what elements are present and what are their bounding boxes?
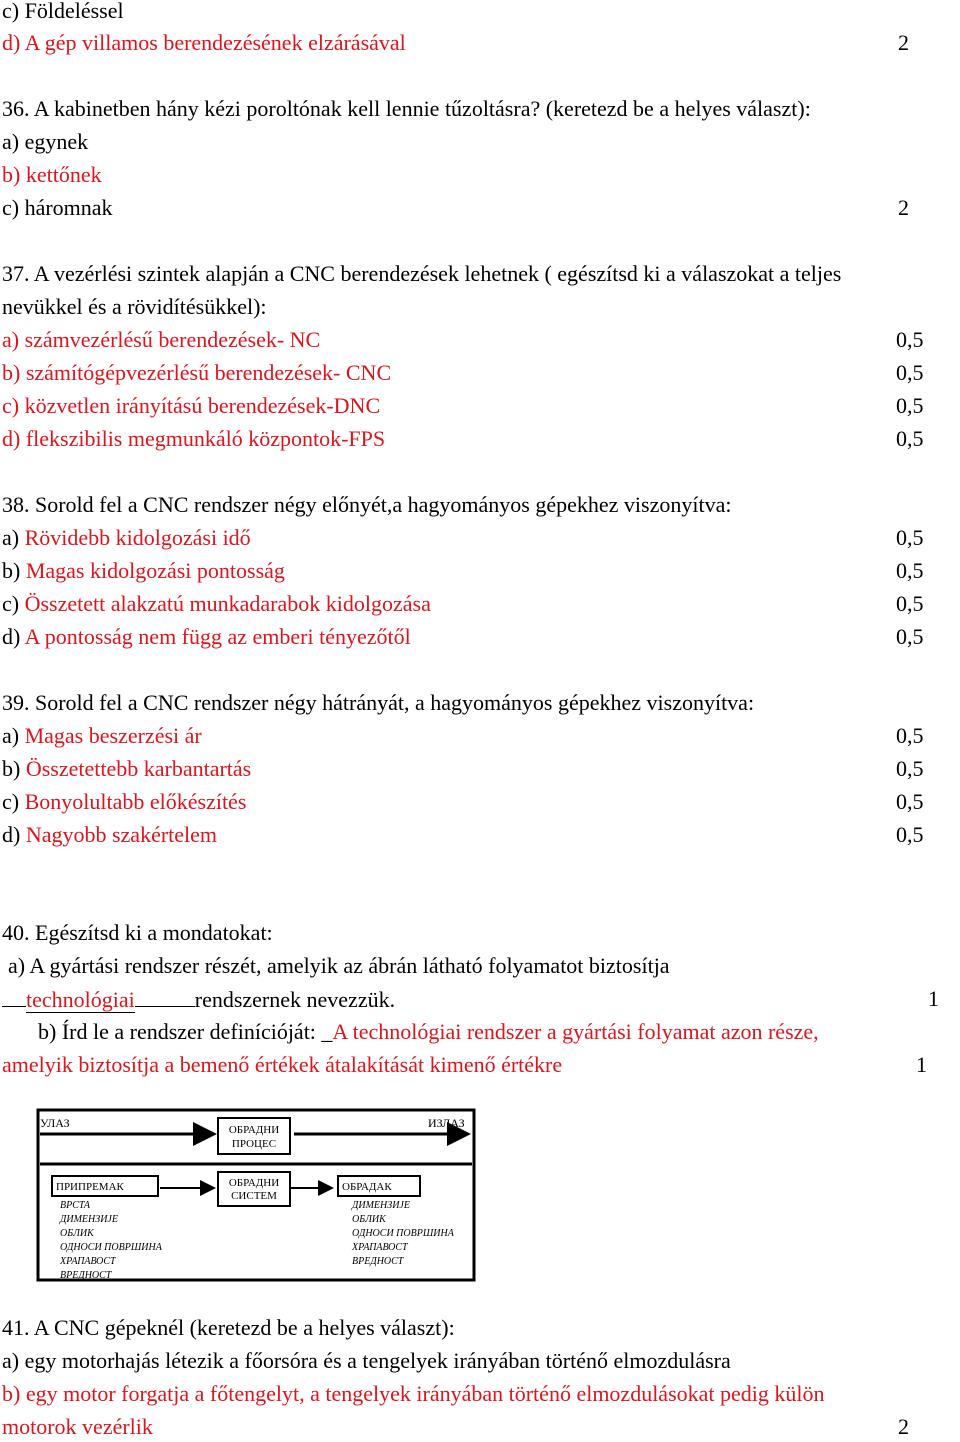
q37-answer-a: a) számvezérlésű berendezések- NC: [2, 327, 321, 352]
q41-option-b-line1: b) egy motor forgatja a főtengelyt, a tengelyek irányában történő elmozdulásokat pedig külön: [2, 1381, 825, 1406]
diagram-prep-item: ВРСТА: [60, 1200, 90, 1211]
q38-score-c: 0,5: [896, 591, 924, 616]
q40-a-rest: rendszernek nevezzük.: [194, 987, 396, 1012]
diagram-prep-title: ПРИПРЕМАК: [56, 1181, 124, 1193]
diagram-prep-item: ОДНОСИ ПОВРШИНА: [60, 1242, 162, 1253]
q37-answer-d: d) flekszibilis megmunkáló központok-FPS: [2, 426, 386, 451]
q36-option-a: a) egynek: [2, 129, 89, 154]
diagram-process-line1: ОБРАДНИ: [228, 1124, 280, 1136]
q39-item-c: [2, 789, 246, 815]
q37-question-line1: 37. A vezérlési szintek alapján a CNC berendezések lehetnek ( egészítsd ki a válaszokat a teljes: [2, 261, 842, 286]
q38-score-b: 0,5: [896, 558, 924, 583]
q39-answer-c: Bonyolultabb előkészítés: [24, 789, 247, 814]
q38-item-d: [2, 624, 411, 650]
diagram-system-line2: СИСТЕМ: [231, 1190, 277, 1202]
q39-score-a: 0,5: [896, 723, 924, 748]
diagram-work-item: ДИМЕНЗИЈЕ: [352, 1200, 410, 1211]
q41-option-b-line2: motorok vezérlik: [2, 1414, 153, 1439]
q38-answer-c: Összetett alakzatú munkadarabok kidolgozása: [24, 591, 431, 616]
q39-answer-b: Összetettebb karbantartás: [25, 756, 252, 781]
q39-answer-a: Magas beszerzési ár: [24, 723, 202, 748]
diagram-prep-item: ХРАПАВОСТ: [60, 1256, 116, 1267]
q38-item-a: [2, 525, 251, 551]
q38-answer-d: A pontosság nem függ az emberi tényezőtől: [24, 624, 411, 649]
q35-score: 2: [898, 30, 909, 55]
q39-score-d: 0,5: [896, 822, 924, 847]
q39-item-b: [2, 756, 251, 782]
q40-blank-before: [2, 986, 26, 1007]
q39-prefix-a: a): [2, 723, 25, 748]
q37-answer-c: c) közvetlen irányítású berendezések-DNC: [2, 393, 381, 418]
q37-score-b: 0,5: [896, 360, 924, 385]
diagram-work-item: ВРЕДНОСТ: [352, 1256, 404, 1267]
q41-option-a: a) egy motorhajás létezik a főorsóra és a tengelyek irányában történő elmozdulásra: [2, 1348, 731, 1373]
q38-question: 38. Sorold fel a CNC rendszer négy előnyét,a hagyományos gépekhez viszonyítva:: [2, 492, 732, 517]
diagram-output-label: ИЗЛАЗ: [428, 1116, 465, 1130]
diagram-work-title: ОБРАДАК: [342, 1181, 392, 1193]
q39-answer-d: Nagyobb szakértelem: [25, 822, 218, 847]
q40-a-line2: [2, 986, 395, 1013]
q40-a-line1: a) A gyártási rendszer részét, amelyik az ábrán látható folyamatot biztosítja: [8, 953, 670, 978]
q38-prefix-c: c): [2, 591, 25, 616]
q39-question: 39. Sorold fel a CNC rendszer négy hátrányát, a hagyományos gépekhez viszonyítva:: [2, 690, 755, 715]
q37-score-c: 0,5: [896, 393, 924, 418]
q37-score-a: 0,5: [896, 327, 924, 352]
diagram-process-line2: ПРОЦЕС: [231, 1138, 277, 1150]
q39-prefix-d: d): [2, 822, 26, 847]
q41-question: 41. A CNC gépeknél (keretezd be a helyes választ):: [2, 1315, 455, 1340]
q39-score-c: 0,5: [896, 789, 924, 814]
technological-system-diagram: [0, 1100, 960, 1290]
diagram-input-label: УЛАЗ: [40, 1116, 70, 1130]
q37-score-d: 0,5: [896, 426, 924, 451]
q36-option-b: b) kettőnek: [2, 162, 102, 187]
q41-score: 2: [898, 1414, 909, 1439]
diagram-prep-item: ВРЕДНОСТ: [60, 1270, 112, 1281]
q39-item-a: [2, 723, 202, 749]
q38-score-d: 0,5: [896, 624, 924, 649]
q39-item-d: [2, 822, 217, 848]
diagram-system-line1: ОБРАДНИ: [228, 1177, 280, 1189]
q36-question: 36. A kabinetben hány kézi poroltónak kell lennie tűzoltásra? (keretezd be a helyes választ):: [2, 96, 811, 121]
q38-prefix-d: d): [2, 624, 25, 649]
q35-option-d: d) A gép villamos berendezésének elzárásával: [2, 30, 406, 55]
q38-score-a: 0,5: [896, 525, 924, 550]
q36-option-c: c) háromnak: [2, 195, 113, 220]
diagram-work-item: ХРАПАВОСТ: [352, 1242, 408, 1253]
q40-b-score: 1: [916, 1052, 927, 1077]
q38-item-b: [2, 558, 285, 584]
diagram-work-item: ОБЛИК: [352, 1214, 386, 1225]
q40-question: 40. Egészítsd ki a mondatokat:: [2, 920, 273, 945]
q40-b-answer-line1: A technológiai rendszer a gyártási folyamat azon része,: [332, 1019, 819, 1044]
q38-answer-b: Magas kidolgozási pontosság: [25, 558, 285, 583]
q40-b-line1: [38, 1019, 819, 1045]
q40-b-prefix: b) Írd le a rendszer definícióját: _: [38, 1019, 333, 1044]
q40-a-answer: technológiai: [26, 987, 135, 1012]
q37-answer-b: b) számítógépvezérlésű berendezések- CNC: [2, 360, 392, 385]
diagram-prep-item: ОБЛИК: [60, 1228, 94, 1239]
q38-prefix-b: b): [2, 558, 26, 583]
q38-prefix-a: a): [2, 525, 25, 550]
q39-score-b: 0,5: [896, 756, 924, 781]
q38-item-c: [2, 591, 431, 617]
q36-score: 2: [898, 195, 909, 220]
diagram-prep-item: ДИМЕНЗИЈЕ: [60, 1214, 118, 1225]
q38-answer-a: Rövidebb kidolgozási idő: [24, 525, 251, 550]
diagram-work-item: ОДНОСИ ПОВРШИНА: [352, 1228, 454, 1239]
q39-prefix-c: c): [2, 789, 25, 814]
q35-option-c: c) Földeléssel: [2, 0, 124, 23]
q40-b-answer-line2: amelyik biztosítja a bemenő értékek átalakítását kimenő értékre: [2, 1052, 563, 1077]
q37-question-line2: nevükkel és a rövidítésükkel):: [2, 294, 267, 319]
q39-prefix-b: b): [2, 756, 26, 781]
q40-a-score: 1: [928, 986, 939, 1011]
q40-blank-after: [135, 986, 195, 1007]
